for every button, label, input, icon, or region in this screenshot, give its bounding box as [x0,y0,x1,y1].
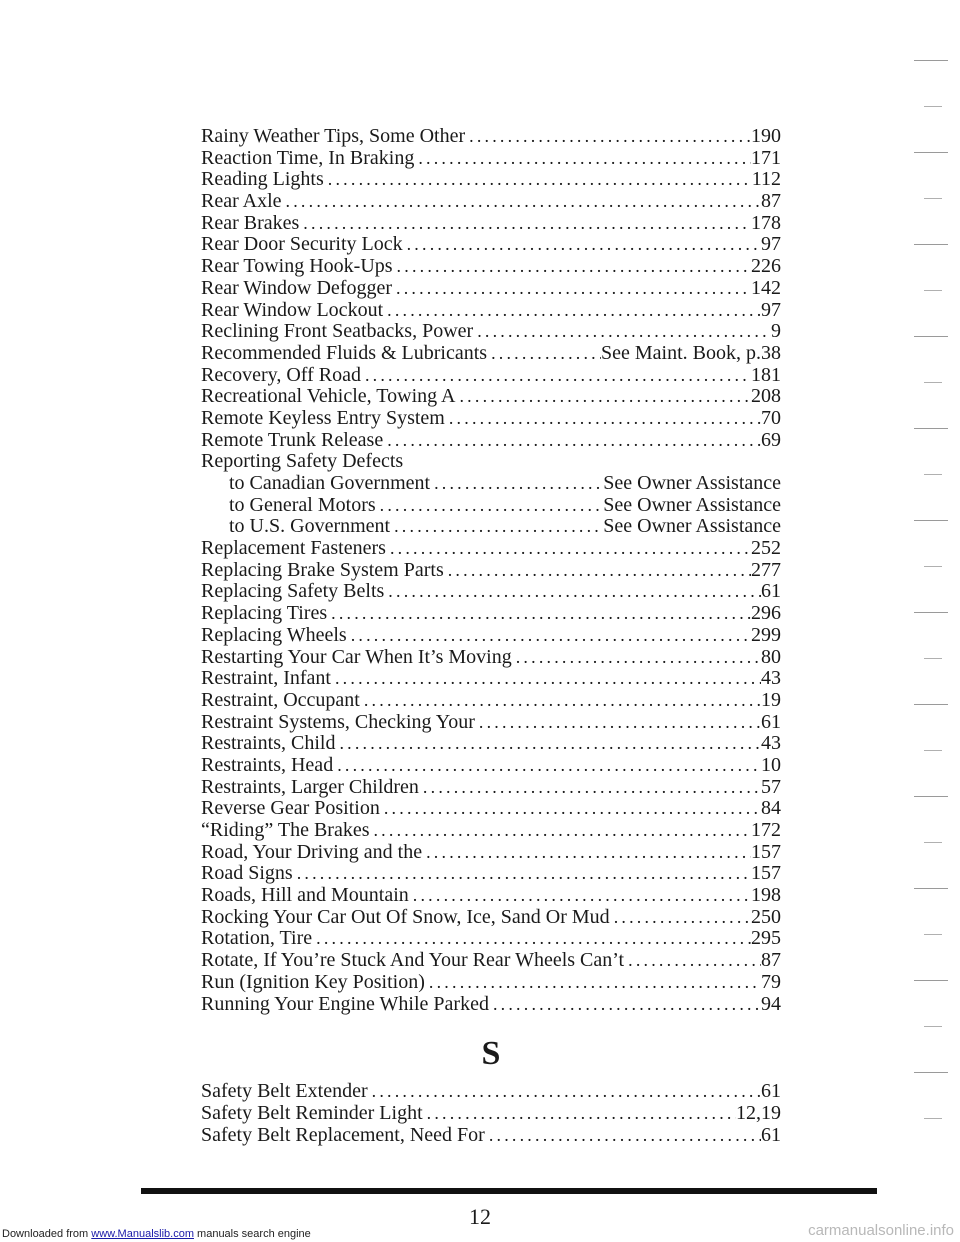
entry-page-ref: 190 [751,125,781,147]
entry-page-ref: See Owner Assistance [603,472,781,494]
dot-leader [347,625,751,647]
dot-leader [393,256,751,278]
index-entry [201,972,781,994]
watermark-text: carmanualsonline.info [808,1222,954,1239]
entry-label: Rotation, Tire [201,927,313,950]
entry-label: Reading Lights [201,168,324,191]
dot-leader [409,885,751,907]
dot-leader [333,755,761,777]
entry-page-ref: 94 [761,992,781,1015]
dot-leader [444,560,751,582]
entry-label: Replacing Safety Belts [201,580,385,603]
dot-leader [473,321,771,343]
edge-tab-mark [924,658,942,659]
entry-page-ref: 112 [751,168,781,191]
entry-label: Safety Belt Replacement, Need For [201,1123,485,1146]
dot-leader [324,169,752,191]
dot-leader [386,538,751,560]
edge-tab-mark [914,152,948,153]
edge-tab-mark [914,60,948,61]
edge-tab-mark [914,796,948,797]
entry-page-ref: 43 [761,667,781,690]
dot-leader [624,950,761,972]
entry-label: Running Your Engine While Parked [201,992,489,1015]
entry-page-ref: 19 [761,688,781,711]
index-entry [201,213,781,235]
entry-page-ref: 172 [751,819,781,841]
page-number: 12 [469,1204,491,1229]
entry-label: Run (Ignition Key Position) [201,970,425,993]
dot-leader [293,863,751,885]
entry-page-ref: 157 [751,840,781,863]
index-entry [201,712,781,734]
dot-leader [383,300,761,322]
dot-leader [403,234,761,256]
index-entry [201,647,781,669]
edge-tab-mark [924,290,942,291]
entry-label: Replacement Fasteners [201,537,386,560]
entry-page-ref: 208 [751,385,781,408]
dot-leader [455,386,751,408]
entry-page-ref: 10 [761,753,781,776]
entry-label: Restraints, Head [201,753,334,776]
entry-label: Restraint, Occupant [201,688,360,711]
entry-page-ref: 97 [761,298,781,321]
index-entry [201,798,781,820]
entry-label: to U.S. Government [229,515,391,538]
index-entry [201,668,781,690]
dot-leader [380,798,761,820]
edge-tab-mark [924,1026,942,1027]
index-entry [201,690,781,712]
index-entry [201,538,781,560]
dot-leader [487,343,601,365]
entry-label: Rocking Your Car Out Of Snow, Ice, Sand Or Mud [201,905,610,928]
entry-page-ref: 157 [751,862,781,885]
entry-label: Restraints, Larger Children [201,775,419,798]
edge-tab-mark [924,934,942,935]
entry-label: Rotate, If You’re Stuck And Your Rear Wheels Can’t [201,949,625,972]
entry-label: Reclining Front Seatbacks, Power [201,320,474,343]
dot-leader [465,126,751,148]
entry-page-ref: 57 [761,775,781,798]
index-entry [201,950,781,972]
entry-label: Reaction Time, In Braking [201,146,415,169]
index-entry [201,278,781,300]
entry-label: Rear Towing Hook-Ups [201,255,393,278]
banner-suffix: manuals search engine [193,1228,311,1240]
edge-tab-mark [914,1072,948,1073]
entry-page-ref: 178 [751,211,781,234]
entry-page-ref: 61 [761,1080,781,1103]
index-entry [201,430,781,452]
entry-page-ref: 87 [761,190,781,213]
entry-label: Restraint Systems, Checking Your [201,710,475,733]
dot-leader [430,473,603,495]
edge-tab-mark [924,474,942,475]
entry-page-ref: 9 [771,320,781,343]
entry-page-ref: 252 [751,537,781,560]
dot-leader [489,994,761,1016]
dot-leader [419,777,761,799]
entry-label: Safety Belt Reminder Light [201,1101,423,1124]
dot-leader [361,365,751,387]
entry-label: Recommended Fluids & Lubricants [201,341,488,364]
entry-page-ref: 12,19 [736,1101,781,1124]
entry-label: Replacing Tires [201,602,328,625]
manualslib-link[interactable]: www.Manualslib.com [91,1228,194,1240]
dot-leader [331,668,761,690]
entry-page-ref: 142 [751,276,781,299]
dot-leader [610,907,751,929]
index-entry [201,733,781,755]
dot-leader [425,972,761,994]
index-entry [201,300,781,322]
dot-leader [422,842,751,864]
index-entry [201,256,781,278]
edge-tab-mark [914,520,948,521]
entry-page-ref: 295 [751,927,781,950]
index-entry [201,625,781,647]
dot-leader [423,1103,736,1125]
entry-label: Reporting Safety Defects [201,450,404,473]
edge-tab-mark [914,888,948,889]
entry-label: Rear Brakes [201,211,300,234]
dot-leader [327,603,751,625]
section-letter-s: S [481,1035,501,1073]
entry-page-ref: 198 [751,884,781,907]
dot-leader [384,581,761,603]
index-entry [201,1103,781,1125]
dot-leader [485,1125,761,1147]
index-entry [201,863,781,885]
dot-leader [383,430,761,452]
edge-tab-mark [914,336,948,337]
footer-rule [141,1188,877,1194]
entry-label: Road, Your Driving and the [201,840,423,863]
edge-tab-mark [914,704,948,705]
entry-page-ref: 181 [751,363,781,386]
index-entry [201,994,781,1016]
edge-tab-mark [924,106,942,107]
banner-prefix: Downloaded from [2,1228,92,1240]
index-entry [201,581,781,603]
entry-label: Recovery, Off Road [201,363,361,386]
entry-label: Remote Trunk Release [201,428,384,451]
entry-page-ref: 84 [761,797,781,820]
edge-tab-mark [924,198,942,199]
entry-page-ref: 171 [751,146,781,169]
edge-tab-mark [914,612,948,613]
dot-leader [369,820,751,842]
dot-leader [414,148,751,170]
index-entry [201,516,781,538]
entry-page-ref: 97 [761,233,781,256]
download-banner [2,1228,311,1240]
edge-tab-mark [914,980,948,981]
index-entry [201,408,781,430]
index-entry [201,365,781,387]
edge-tab-mark [924,1118,942,1119]
entry-page-ref: 226 [751,255,781,278]
dot-leader [390,516,603,538]
entry-label: Roads, Hill and Mountain [201,884,409,907]
entry-label: Recreational Vehicle, Towing A [201,385,456,408]
dot-leader [282,191,761,213]
index-entry [201,820,781,842]
entry-page-ref: 299 [751,623,781,646]
entry-page-ref: 70 [761,406,781,429]
edge-tab-mark [924,750,942,751]
index-entry [201,451,781,473]
edge-tab-mark [914,244,948,245]
index-entry [201,885,781,907]
entry-page-ref: See Owner Assistance [603,493,781,516]
index-entry [201,321,781,343]
index-entry [201,907,781,929]
entry-label: to General Motors [229,493,376,516]
index-entry [201,473,781,495]
entry-page-ref: 43 [761,732,781,755]
entry-page-ref: 79 [761,970,781,993]
entry-page-ref: 61 [761,580,781,603]
dot-leader [376,495,604,517]
dot-leader [312,928,751,950]
index-entry [201,1125,781,1147]
dot-leader [360,690,761,712]
r-section [201,126,781,1015]
entry-label: to Canadian Government [229,472,431,494]
entry-label: “Riding” The Brakes [201,819,370,841]
index-entry [201,234,781,256]
entry-label: Replacing Brake System Parts [201,558,444,581]
index-entry [201,560,781,582]
entry-page-ref: 61 [761,710,781,733]
index-entry [201,148,781,170]
entry-label: Reverse Gear Position [201,797,380,820]
entry-label: Road Signs [201,862,293,885]
index-entry [201,928,781,950]
index-entry [201,603,781,625]
dot-leader [299,213,751,235]
entry-label: Rear Window Lockout [201,298,384,321]
entry-label: Restarting Your Car When It’s Moving [201,645,512,668]
entry-page-ref: See Maint. Book, p.38 [601,341,781,364]
entry-page-ref: See Owner Assistance [603,515,781,538]
dot-leader [475,712,761,734]
entry-label: Restraints, Child [201,732,336,755]
edge-tab-mark [924,566,942,567]
index-entry [201,191,781,213]
index-entry [201,777,781,799]
s-section [201,1081,781,1146]
entry-page-ref: 61 [761,1123,781,1146]
index-entry [201,343,781,365]
entry-page-ref: 80 [761,645,781,668]
entry-label: Remote Keyless Entry System [201,406,445,429]
index-list [201,126,781,1146]
index-entry [201,1081,781,1103]
index-entry [201,842,781,864]
entry-page-ref: 250 [751,905,781,928]
entry-page-ref: 69 [761,428,781,451]
edge-tab-mark [924,382,942,383]
index-entry [201,495,781,517]
entry-page-ref: 87 [761,949,781,972]
entry-label: Rainy Weather Tips, Some Other [201,125,466,147]
dot-leader [512,647,761,669]
index-entry [201,169,781,191]
index-entry [201,126,781,148]
dot-leader [445,408,761,430]
edge-tab-mark [924,842,942,843]
entry-label: Rear Door Security Lock [201,233,403,256]
index-entry [201,755,781,777]
entry-label: Rear Axle [201,190,282,213]
edge-tab-marks [900,60,960,1200]
edge-tab-mark [914,428,948,429]
entry-label: Safety Belt Extender [201,1080,368,1103]
entry-label: Restraint, Infant [201,667,331,690]
entry-page-ref: 277 [751,558,781,581]
dot-leader [335,733,761,755]
entry-page-ref: 296 [751,602,781,625]
entry-label: Rear Window Defogger [201,276,392,299]
dot-leader [392,278,751,300]
entry-label: Replacing Wheels [201,623,347,646]
index-entry [201,386,781,408]
dot-leader [368,1081,761,1103]
